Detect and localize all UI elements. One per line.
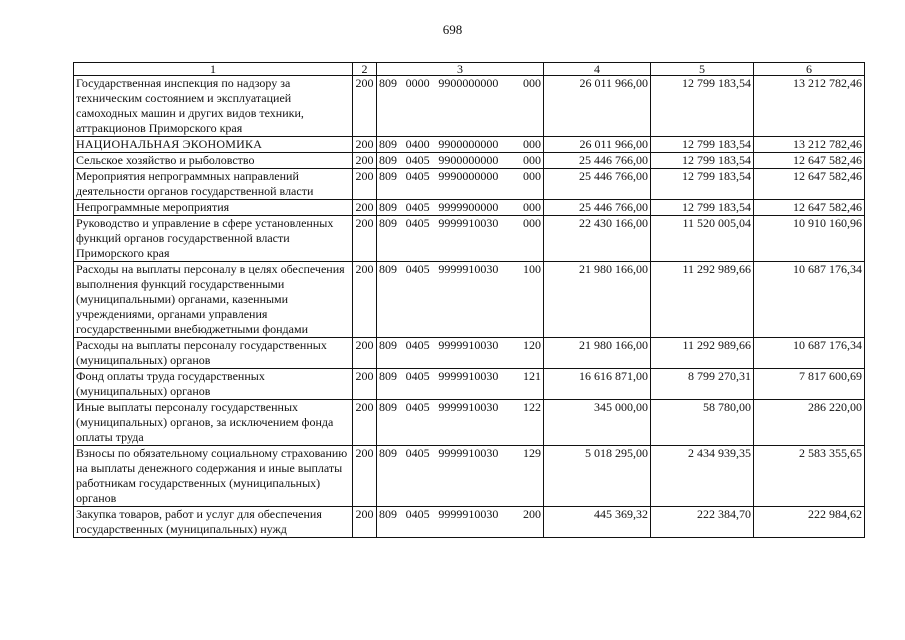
row-gr: 200 (353, 137, 377, 153)
row-code (377, 216, 544, 262)
row-gr: 200 (353, 507, 377, 538)
row-name: Расходы на выплаты персоналу в целях обеспечения выполнения функций государственными (муниципальными) органами, казенными учреждениями, органами управления государственными внебюджетными фондами (74, 262, 353, 338)
table-row (74, 400, 865, 446)
row-value-5: 8 799 270,31 (651, 369, 754, 400)
row-value-6: 10 910 160,96 (754, 216, 865, 262)
row-value-4: 5 018 295,00 (544, 446, 651, 507)
row-value-5: 11 520 005,04 (651, 216, 754, 262)
row-gr: 200 (353, 338, 377, 369)
row-code-part: 000 (522, 153, 541, 167)
table-row (74, 153, 865, 169)
row-code-part: 0405 (405, 262, 430, 276)
row-code-part: 100 (522, 262, 541, 276)
row-value-5: 12 799 183,54 (651, 137, 754, 153)
row-code-part: 121 (522, 369, 541, 383)
row-code-part: 0405 (405, 446, 430, 460)
row-code-part: 809 (379, 369, 397, 383)
row-code-part: 0400 (405, 137, 430, 151)
table-row (74, 216, 865, 262)
row-name: Сельское хозяйство и рыболовство (74, 153, 353, 169)
row-code-part: 0405 (405, 153, 430, 167)
row-gr: 200 (353, 200, 377, 216)
row-code-part: 9999910030 (438, 262, 499, 276)
row-code (377, 137, 544, 153)
row-code-part: 0000 (405, 76, 430, 90)
table-row (74, 507, 865, 538)
row-value-6: 10 687 176,34 (754, 262, 865, 338)
row-code-part: 0405 (405, 169, 430, 183)
row-code-part: 809 (379, 507, 397, 521)
row-code (377, 76, 544, 137)
row-code (377, 400, 544, 446)
row-code-part: 809 (379, 153, 397, 167)
row-code-part: 9999910030 (438, 507, 499, 521)
row-code-part: 9999910030 (438, 446, 499, 460)
row-value-5: 11 292 989,66 (651, 338, 754, 369)
row-code (377, 153, 544, 169)
row-code-part: 9900000000 (438, 137, 499, 151)
row-value-5: 12 799 183,54 (651, 153, 754, 169)
row-value-5: 12 799 183,54 (651, 200, 754, 216)
row-name: Расходы на выплаты персоналу государственных (муниципальных) органов (74, 338, 353, 369)
header-cell-value-4: 4 (544, 63, 651, 76)
row-code-part: 9999910030 (438, 400, 499, 414)
row-gr: 200 (353, 369, 377, 400)
row-code-part: 9900000000 (438, 76, 499, 90)
row-value-4: 16 616 871,00 (544, 369, 651, 400)
row-code-part: 120 (522, 338, 541, 352)
row-value-4: 26 011 966,00 (544, 76, 651, 137)
row-gr: 200 (353, 216, 377, 262)
row-name: Непрограммные мероприятия (74, 200, 353, 216)
row-code-part: 9999910030 (438, 369, 499, 383)
row-value-6: 10 687 176,34 (754, 338, 865, 369)
row-value-4: 345 000,00 (544, 400, 651, 446)
row-value-6: 12 647 582,46 (754, 169, 865, 200)
table-row (74, 169, 865, 200)
row-value-4: 26 011 966,00 (544, 137, 651, 153)
row-code-part: 0405 (405, 216, 430, 230)
row-name: Государственная инспекция по надзору за техническим состоянием и эксплуатацией самоходных машин и других видов техники, аттракционов Приморского края (74, 76, 353, 137)
row-value-5: 222 384,70 (651, 507, 754, 538)
row-code-part: 000 (522, 169, 541, 183)
header-cell-value-5: 5 (651, 63, 754, 76)
row-code-part: 0405 (405, 200, 430, 214)
header-cell-gr: 2 (353, 63, 377, 76)
row-code-part: 9999910030 (438, 216, 499, 230)
row-code (377, 507, 544, 538)
row-code (377, 446, 544, 507)
row-value-5: 12 799 183,54 (651, 76, 754, 137)
row-value-6: 13 212 782,46 (754, 137, 865, 153)
row-value-6: 12 647 582,46 (754, 200, 865, 216)
row-code-part: 809 (379, 262, 397, 276)
table-row (74, 200, 865, 216)
table-row (74, 137, 865, 153)
table-row (74, 338, 865, 369)
budget-table (73, 62, 865, 538)
row-value-5: 11 292 989,66 (651, 262, 754, 338)
table-body (74, 76, 865, 538)
row-gr: 200 (353, 153, 377, 169)
row-code-part: 000 (522, 216, 541, 230)
row-code-part: 9990000000 (438, 169, 499, 183)
row-code-part: 129 (522, 446, 541, 460)
row-name: Мероприятия непрограммных направлений деятельности органов государственной власти (74, 169, 353, 200)
row-value-6: 12 647 582,46 (754, 153, 865, 169)
row-value-4: 22 430 166,00 (544, 216, 651, 262)
row-code (377, 200, 544, 216)
row-code-part: 000 (522, 76, 541, 90)
row-code-part: 809 (379, 76, 397, 90)
table-row (74, 369, 865, 400)
row-code-part: 9999910030 (438, 338, 499, 352)
row-code-part: 0405 (405, 369, 430, 383)
row-value-6: 2 583 355,65 (754, 446, 865, 507)
row-gr: 200 (353, 400, 377, 446)
row-name: Фонд оплаты труда государственных (муниципальных) органов (74, 369, 353, 400)
row-value-5: 12 799 183,54 (651, 169, 754, 200)
row-name: НАЦИОНАЛЬНАЯ ЭКОНОМИКА (74, 137, 353, 153)
row-code-part: 809 (379, 169, 397, 183)
row-value-4: 25 446 766,00 (544, 153, 651, 169)
row-code-part: 200 (522, 507, 541, 521)
header-cell-name: 1 (74, 63, 353, 76)
row-code-part: 809 (379, 446, 397, 460)
row-code-part: 809 (379, 137, 397, 151)
header-cell-code: 3 (377, 63, 544, 76)
row-code-part: 000 (522, 200, 541, 214)
row-value-4: 21 980 166,00 (544, 338, 651, 369)
row-name: Руководство и управление в сфере установленных функций органов государственной власти Приморского края (74, 216, 353, 262)
table-row (74, 76, 865, 137)
row-value-6: 13 212 782,46 (754, 76, 865, 137)
row-code-part: 809 (379, 200, 397, 214)
table-row (74, 262, 865, 338)
row-code-part: 809 (379, 216, 397, 230)
row-gr: 200 (353, 262, 377, 338)
row-code-part: 0405 (405, 400, 430, 414)
header-cell-value-6: 6 (754, 63, 865, 76)
table-row (74, 446, 865, 507)
row-code-part: 809 (379, 338, 397, 352)
row-name: Иные выплаты персоналу государственных (муниципальных) органов, за исключением фонда оплаты труда (74, 400, 353, 446)
header-row (74, 63, 865, 76)
row-code-part: 122 (522, 400, 541, 414)
row-code-part: 0405 (405, 507, 430, 521)
row-code (377, 169, 544, 200)
row-value-4: 25 446 766,00 (544, 169, 651, 200)
row-value-6: 286 220,00 (754, 400, 865, 446)
row-name: Закупка товаров, работ и услуг для обеспечения государственных (муниципальных) нужд (74, 507, 353, 538)
row-name: Взносы по обязательному социальному страхованию на выплаты денежного содержания и иные выплаты работникам государственных (муниципальных) органов (74, 446, 353, 507)
row-value-4: 25 446 766,00 (544, 200, 651, 216)
row-code-part: 0405 (405, 338, 430, 352)
row-gr: 200 (353, 76, 377, 137)
row-gr: 200 (353, 169, 377, 200)
row-value-5: 2 434 939,35 (651, 446, 754, 507)
page-number: 698 (442, 22, 463, 37)
row-code-part: 9900000000 (438, 153, 499, 167)
row-code-part: 000 (522, 137, 541, 151)
row-value-6: 7 817 600,69 (754, 369, 865, 400)
row-gr: 200 (353, 446, 377, 507)
row-value-5: 58 780,00 (651, 400, 754, 446)
row-code-part: 809 (379, 400, 397, 414)
row-code (377, 338, 544, 369)
row-value-6: 222 984,62 (754, 507, 865, 538)
row-value-4: 21 980 166,00 (544, 262, 651, 338)
row-code (377, 369, 544, 400)
row-value-4: 445 369,32 (544, 507, 651, 538)
row-code-part: 9999900000 (438, 200, 499, 214)
row-code (377, 262, 544, 338)
